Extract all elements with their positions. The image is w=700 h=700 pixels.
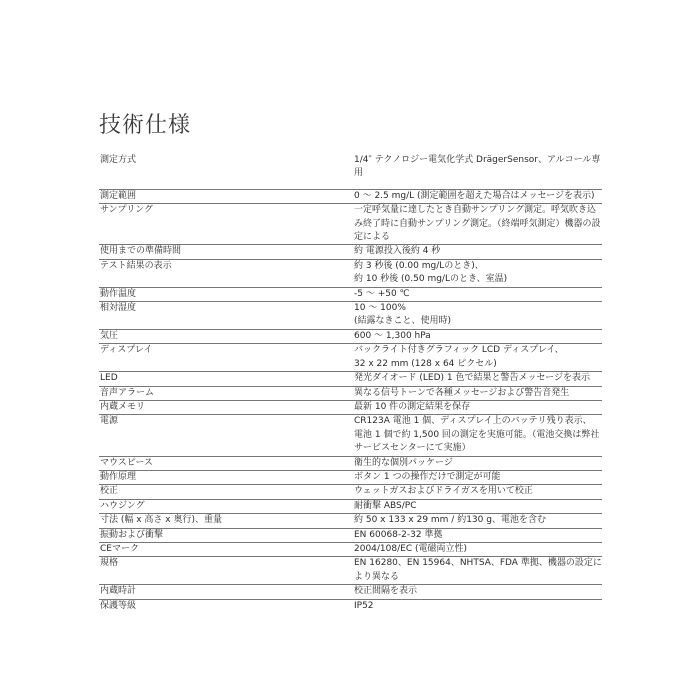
- spec-label: 寸法 (幅 x 高さ x 奥行)、重量: [99, 514, 353, 528]
- spec-table-body: [99, 154, 602, 613]
- spec-row: [99, 386, 602, 400]
- spec-value: 一定呼気量に達したとき自動サンプリング測定。呼気吹き込み終了時に自動サンプリング測定。（終端呼気測定）機器の設定による: [353, 204, 602, 245]
- spec-label: LED: [99, 372, 353, 386]
- spec-label: マウスピース: [99, 456, 353, 470]
- spec-label: テスト結果の表示: [99, 259, 353, 287]
- spec-row: [99, 415, 602, 456]
- spec-row: [99, 204, 602, 245]
- spec-row: [99, 542, 602, 556]
- spec-table: [99, 154, 602, 613]
- spec-value: EN 16280、EN 15964、NHTSA、FDA 準拠、機器の設定に より異なる: [353, 557, 602, 585]
- spec-value: 最新 10 件の測定結果を保存: [353, 400, 602, 414]
- page-title: 技術仕様: [99, 113, 192, 138]
- spec-row: [99, 470, 602, 484]
- spec-label: 気圧: [99, 329, 353, 343]
- spec-row: [99, 287, 602, 301]
- spec-label: 保護等級: [99, 599, 353, 613]
- spec-value: 衛生的な個別パッケージ: [353, 456, 602, 470]
- spec-label: ディスプレイ: [99, 344, 353, 372]
- spec-value: 10 ～ 100% (結露なきこと、使用時): [353, 302, 602, 330]
- spec-row: [99, 485, 602, 499]
- spec-row: [99, 154, 602, 189]
- spec-label: 測定範囲: [99, 189, 353, 203]
- spec-value: 耐衝撃 ABS/PC: [353, 499, 602, 513]
- spec-label: 動作温度: [99, 287, 353, 301]
- spec-value: EN 60068-2-32 準拠: [353, 528, 602, 542]
- spec-value: ボタン 1 つの操作だけで測定が可能: [353, 470, 602, 484]
- spec-row: [99, 528, 602, 542]
- spec-row: [99, 557, 602, 585]
- spec-value: ウェットガスおよびドライガスを用いて校正: [353, 485, 602, 499]
- spec-label: 動作原理: [99, 470, 353, 484]
- spec-row: [99, 499, 602, 513]
- spec-label: 振動および衝撃: [99, 528, 353, 542]
- spec-value: 0 ～ 2.5 mg/L (測定範囲を超えた場合はメッセージを表示): [353, 189, 602, 203]
- spec-label: 内蔵メモリ: [99, 400, 353, 414]
- spec-label: 使用までの準備時間: [99, 245, 353, 259]
- spec-row: [99, 329, 602, 343]
- spec-value: -5 ～ +50 ℃: [353, 287, 602, 301]
- spec-value: 発光ダイオード (LED) 1 色で結果と警告メッセージを表示: [353, 372, 602, 386]
- spec-label: ハウジング: [99, 499, 353, 513]
- spec-row: [99, 344, 602, 372]
- spec-row: [99, 599, 602, 613]
- spec-label: 電源: [99, 415, 353, 456]
- spec-label: 規格: [99, 557, 353, 585]
- spec-row: [99, 302, 602, 330]
- spec-row: [99, 372, 602, 386]
- spec-value: 約 50 x 133 x 29 mm / 約130 g、電池を含む: [353, 514, 602, 528]
- spec-row: [99, 189, 602, 203]
- spec-value: 2004/108/EC (電磁両立性): [353, 542, 602, 556]
- spec-value: 約 電源投入後約 4 秒: [353, 245, 602, 259]
- spec-value: IP52: [353, 599, 602, 613]
- spec-row: [99, 259, 602, 287]
- spec-row: [99, 400, 602, 414]
- spec-value: バックライト付きグラフィック LCD ディスプレイ、 32 x 22 mm (128 x 64 ピクセル): [353, 344, 602, 372]
- spec-label: 相対湿度: [99, 302, 353, 330]
- spec-label: 測定方式: [100, 155, 137, 165]
- spec-value: 異なる信号トーンで各種メッセージおよび警告音発生: [353, 386, 602, 400]
- spec-value: 約 3 秒後 (0.00 mg/Lのとき)、 約 10 秒後 (0.50 mg/Lのとき、室温): [353, 259, 602, 287]
- spec-row: [99, 585, 602, 599]
- spec-row: [99, 245, 602, 259]
- spec-label: サンプリング: [99, 204, 353, 245]
- spec-label: CEマーク: [99, 542, 353, 556]
- spec-value: CR123A 電池 1 個、ディスプレイ上のバッテリ残り表示、 電池 1 個で約 1,500 回の測定を実施可能。（電池交換は弊社 サービスセンターにて実施）: [353, 415, 602, 456]
- spec-row: [99, 456, 602, 470]
- spec-value: 1/4″ テクノロジー電気化学式 DrägerSensor、アルコール専用: [354, 155, 601, 179]
- spec-row: [99, 514, 602, 528]
- spec-label: 音声アラーム: [99, 386, 353, 400]
- spec-label: 内蔵時計: [99, 585, 353, 599]
- spec-value: 600 ～ 1,300 hPa: [353, 329, 602, 343]
- spec-value: 校正間隔を表示: [353, 585, 602, 599]
- spec-label: 校正: [99, 485, 353, 499]
